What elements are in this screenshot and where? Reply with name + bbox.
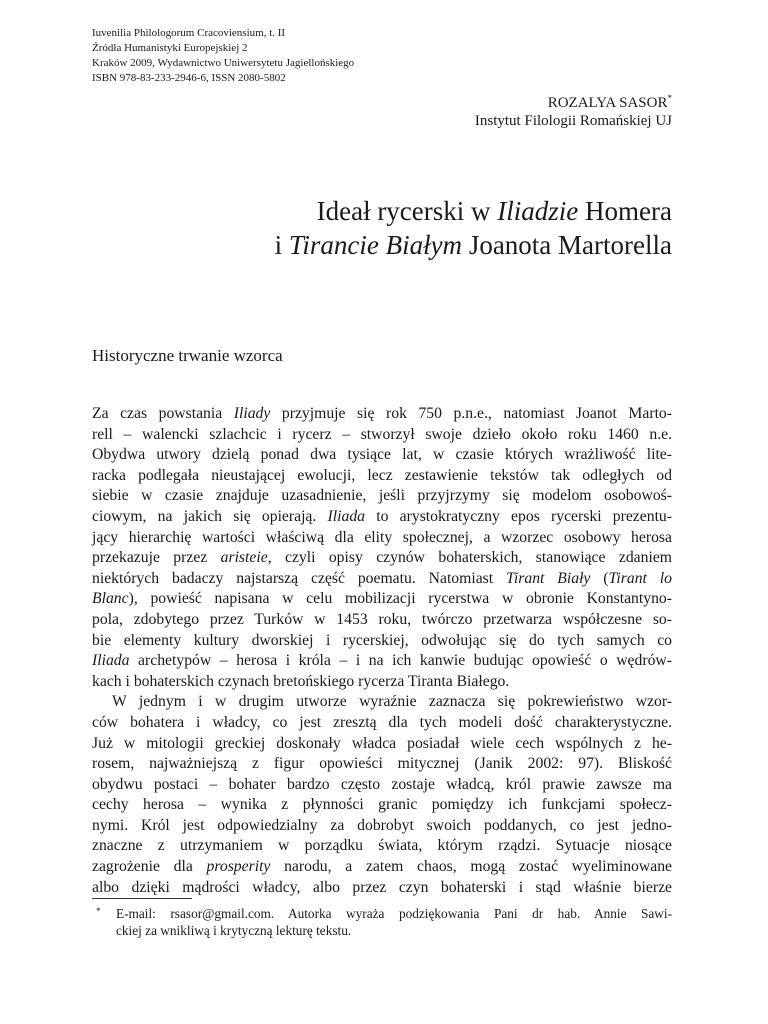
title-text: Homera [578, 196, 672, 226]
title-text: Joanota Martorella [462, 230, 672, 260]
footnote-line: E-mail: rsasor@gmail.com. Autorka wyraża podziękowania Pani dr hab. Annie Sawi- [116, 906, 672, 921]
title-italic: Tirancie Białym [288, 230, 463, 260]
body-text: ), powieść napisana w celu mobilizacji rycerstwa w obronie Konstantyno- [128, 590, 672, 608]
author-footnote-mark: * [667, 93, 672, 103]
title-text: Ideał rycerski w [316, 196, 498, 226]
body-text: cechy herosa – wynika z płynności granic pomiędzy ich funkcjami społecz- [92, 796, 672, 814]
body-line [92, 775, 672, 796]
body-line [92, 816, 672, 837]
body-line [92, 548, 672, 569]
body-text: narodu, a zatem chaos, mogą zostać wyeliminowane [270, 858, 672, 876]
body-line [92, 795, 672, 816]
body-text: przyjmuje się rok 750 p.n.e., natomiast Joanot Marto- [270, 405, 672, 422]
publication-info [92, 26, 354, 86]
body-line [92, 569, 672, 590]
body-line [92, 857, 672, 878]
body-italic: Iliada [327, 507, 366, 525]
body-text: W jednym i w drugim utworze wyraźnie zaznacza się pokrewieństwo wzor- [112, 693, 672, 711]
body-line [92, 425, 672, 446]
title-text: i [274, 230, 289, 260]
body-text: bie elementy kultury dworskiej i rycerskiej, odwołując się do tych samych co [92, 631, 672, 649]
body-line [92, 754, 672, 775]
body-text: , czyli opisy czynów bohaterskich, stanowiące zdaniem [267, 549, 672, 567]
body-line [92, 631, 672, 652]
body-text: pola, zdobytego przez Turków w 1453 roku, twórczo przetwarza współczesne so- [92, 610, 672, 628]
body-line [92, 507, 672, 528]
body-text: zagrożenie dla [92, 858, 207, 876]
body-text: archetypów – herosa i króla – i na ich kanwie budując opowieść o wędrów- [129, 652, 672, 670]
title-line-1 [275, 194, 672, 228]
footnote-line: ckiej za wnikliwą i krytyczną lekturę tekstu. [116, 923, 352, 938]
body-line [92, 878, 672, 899]
body-text: obydwu postaci – bohater bardzo często zostaje władcą, król prawie zawsze ma [92, 775, 672, 793]
body-text: Już w mitologii greckiej doskonały władca posiadał wiele cech wspólnych z he- [92, 734, 672, 752]
body-text: rosem, najważniejszą z figur opowieści mitycznej (Janik 2002: 97). Bliskość [92, 755, 672, 773]
body-line [92, 610, 672, 631]
footnote-mark: * [96, 906, 101, 916]
footnote-rule [92, 898, 192, 899]
body-line [92, 528, 672, 549]
body-italic: Iliada [92, 652, 130, 670]
body-text: ( [590, 569, 609, 587]
body-italic: Tirant lo [608, 569, 672, 587]
section-heading: Historyczne trwanie wzorca [92, 346, 283, 365]
collection-line: Źródła Humanistyki Europejskiej 2 [92, 42, 248, 54]
body-text: ciowym, na jakich się opierają. [92, 507, 328, 525]
body-text: niektórych badaczy najstarszą część poematu. Natomiast [92, 569, 507, 587]
body-line [92, 404, 672, 425]
body-text [92, 404, 672, 898]
body-italic: Blanc [92, 590, 129, 608]
body-text: kach i bohaterskich czynach bretońskiego rycerza Tiranta Białego. [92, 672, 510, 690]
author-block [475, 94, 672, 130]
author-name: ROZALYA SASOR [547, 95, 668, 111]
body-text: ców bohatera i władcy, co jest zresztą dla tych modeli dość charakterystyczne. [92, 713, 672, 731]
body-line [92, 486, 672, 507]
body-line [92, 672, 672, 693]
publisher-line: Kraków 2009, Wydawnictwo Uniwersytetu Jagiellońskiego [92, 57, 355, 69]
body-text: albo dzięki mądrości władcy, albo przez czyn bohaterski i stąd właśnie bierze [92, 878, 672, 896]
isbn-line: ISBN 978-83-233-2946-6, ISSN 2080-5802 [92, 72, 286, 84]
body-text: racka podlegała nieustającej ewolucji, lecz zestawienie tekstów tak odległych od [92, 466, 672, 484]
body-text: Obydwa utwory dzielą ponad dwa tysiące lat, w czasie których wrażliwość lite- [92, 446, 672, 464]
body-text: rell – walencki szlachcic i rycerz – stworzył swoje dzieło około roku 1460 n.e. [92, 425, 672, 443]
footnote [92, 905, 672, 939]
body-line [92, 713, 672, 734]
body-text: znaczne z utrzymaniem w porządku świata, którym rządzi. Sytuacje niosące [92, 837, 672, 855]
body-line [92, 589, 672, 610]
article-title [275, 194, 672, 262]
body-line [92, 692, 672, 713]
body-line [92, 445, 672, 466]
body-italic: Iliady [233, 405, 271, 422]
body-text: przekazuje przez [92, 549, 221, 567]
body-text: siebie w czasie znajduje uzasadnienie, jeśli przyjrzymy się modelom osobowoś- [92, 487, 672, 505]
body-italic: aristeie [220, 549, 268, 567]
body-line [92, 734, 672, 755]
title-italic: Iliadzie [497, 196, 579, 226]
author-affiliation: Instytut Filologii Romańskiej UJ [474, 113, 672, 129]
body-italic: Tirant Biały [506, 569, 591, 587]
body-text: Za czas powstania [92, 405, 234, 422]
title-line-2 [275, 228, 672, 262]
body-text: jący hierarchię wartości właściwą dla elity społecznej, a wzorzec osobowy herosa [92, 528, 672, 546]
body-line [92, 466, 672, 487]
body-text: to arystokratyczny epos rycerski prezentu- [365, 507, 672, 525]
body-line [92, 836, 672, 857]
body-text: nymi. Król jest odpowiedzialny za dobrobyt swoich poddanych, co jest jedno- [92, 816, 672, 834]
body-line [92, 651, 672, 672]
body-italic: prosperity [206, 858, 271, 876]
series-line: Iuvenilia Philologorum Cracoviensium, t. II [92, 27, 286, 39]
